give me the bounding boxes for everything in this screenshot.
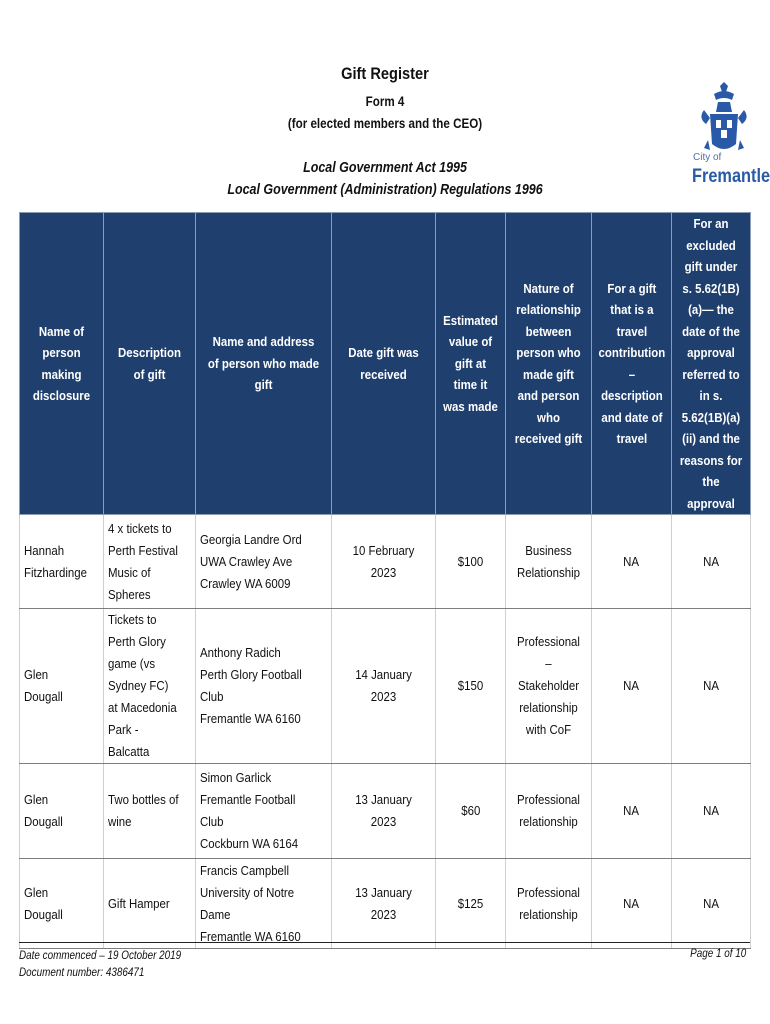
cell-giver: Anthony Radich Perth Glory Football Club Fremantle WA 6160 bbox=[196, 609, 332, 764]
column-header: Estimated value of gift at time it was made bbox=[436, 213, 506, 515]
page-number: Page 1 of 10 bbox=[689, 948, 746, 960]
cell-travel: NA bbox=[592, 859, 672, 949]
column-header: Nature of relationship between person who made gift and person who received gift bbox=[506, 213, 592, 515]
cell-excluded: NA bbox=[672, 609, 751, 764]
table-row bbox=[20, 515, 751, 609]
column-header: Name and address of person who made gift bbox=[196, 213, 332, 515]
cell-travel: NA bbox=[592, 609, 672, 764]
cell-giver: Simon Garlick Fremantle Football Club Cockburn WA 6164 bbox=[196, 764, 332, 859]
footer-divider bbox=[19, 942, 750, 943]
cell-description: 4 x tickets to Perth Festival Music of Spheres bbox=[104, 515, 196, 609]
cell-relationship: Business Relationship bbox=[506, 515, 592, 609]
column-header: Name of person making disclosure bbox=[20, 213, 104, 515]
cell-excluded: NA bbox=[672, 764, 751, 859]
cell-relationship: Professional relationship bbox=[506, 764, 592, 859]
column-header: For an excluded gift under s. 5.62(1B)(a)— the date of the approval referred to in s. 5.62(1B)(a)(ii) and the reasons for the approval bbox=[672, 213, 751, 515]
cell-description: Gift Hamper bbox=[104, 859, 196, 949]
table-row bbox=[20, 859, 751, 949]
cell-value: $100 bbox=[436, 515, 506, 609]
cell-travel: NA bbox=[592, 764, 672, 859]
cell-value: $125 bbox=[436, 859, 506, 949]
form-number: Form 4 bbox=[365, 94, 405, 109]
date-commenced: Date commenced – 19 October 2019 bbox=[19, 950, 182, 962]
act-reference: Local Government Act 1995 bbox=[303, 160, 467, 176]
cell-date: 13 January 2023 bbox=[332, 764, 436, 859]
cell-date: 14 January 2023 bbox=[332, 609, 436, 764]
footer-meta bbox=[19, 948, 181, 982]
column-header: Date gift was received bbox=[332, 213, 436, 515]
table-row bbox=[20, 609, 751, 764]
cell-discloser: Glen Dougall bbox=[20, 609, 104, 764]
cell-relationship: Professional relationship bbox=[506, 859, 592, 949]
document-number: Document number: 4386471 bbox=[19, 967, 145, 979]
cell-description: Two bottles of wine bbox=[104, 764, 196, 859]
table-row bbox=[20, 764, 751, 859]
cell-value: $150 bbox=[436, 609, 506, 764]
cell-date: 13 January 2023 bbox=[332, 859, 436, 949]
cell-relationship: Professional – Stakeholder relationship with CoF bbox=[506, 609, 592, 764]
table-header-row bbox=[20, 213, 751, 515]
column-header: For a gift that is a travel contribution – description and date of travel bbox=[592, 213, 672, 515]
logo-wordmark: Fremantle bbox=[692, 166, 770, 187]
cell-discloser: Hannah Fitzhardinge bbox=[20, 515, 104, 609]
cell-date: 10 February 2023 bbox=[332, 515, 436, 609]
cell-discloser: Glen Dougall bbox=[20, 764, 104, 859]
document-subtitle: (for elected members and the CEO) bbox=[287, 116, 483, 131]
cell-description: Tickets to Perth Glory game (vs Sydney FC) at Macedonia Park - Balcatta bbox=[104, 609, 196, 764]
cell-discloser: Glen Dougall bbox=[20, 859, 104, 949]
cell-excluded: NA bbox=[672, 859, 751, 949]
cell-value: $60 bbox=[436, 764, 506, 859]
gift-register-table bbox=[19, 212, 751, 949]
cell-giver: Georgia Landre Ord UWA Crawley Ave Crawley WA 6009 bbox=[196, 515, 332, 609]
cell-travel: NA bbox=[592, 515, 672, 609]
logo-prefix: City of bbox=[693, 152, 722, 163]
cell-excluded: NA bbox=[672, 515, 751, 609]
column-header: Description of gift bbox=[104, 213, 196, 515]
cell-giver: Francis Campbell University of Notre Dame Fremantle WA 6160 bbox=[196, 859, 332, 949]
document-title: Gift Register bbox=[341, 64, 429, 83]
regulations-reference: Local Government (Administration) Regulations 1996 bbox=[227, 182, 543, 198]
